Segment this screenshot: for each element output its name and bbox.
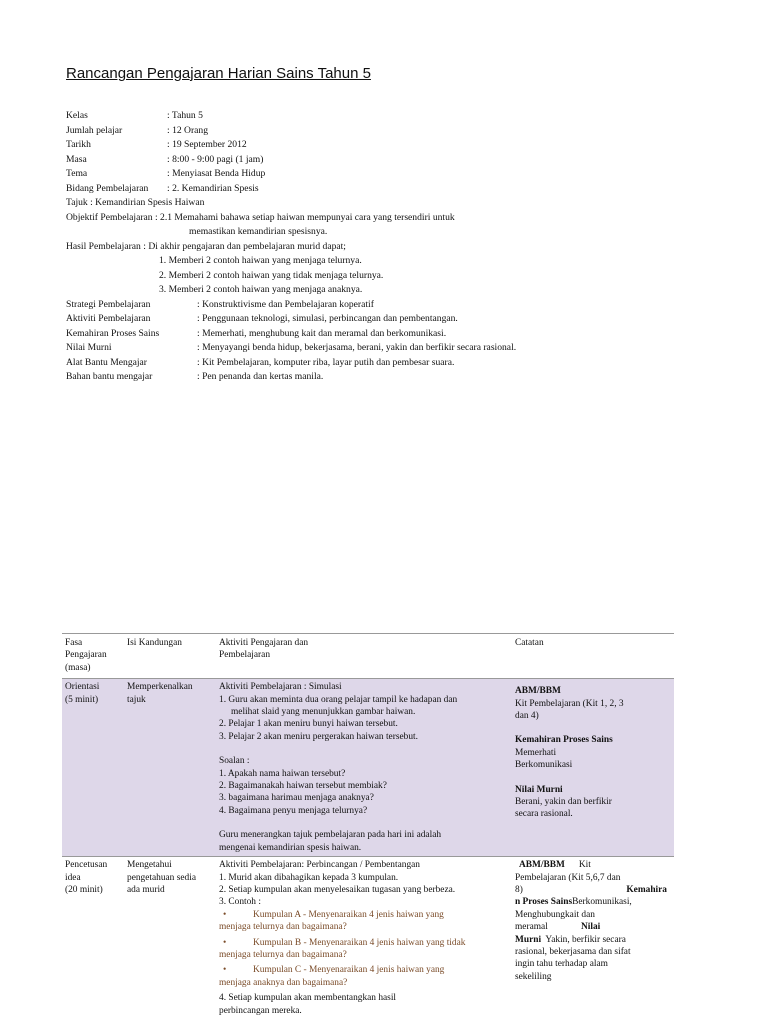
activity-step: 3. Contoh : <box>219 897 261 908</box>
bullet-item <box>219 964 509 976</box>
info-value: : Tahun 5 <box>167 110 203 121</box>
page-title: Rancangan Pengajaran Harian Sains Tahun 5 <box>66 65 371 82</box>
info-value: : Kit Pembelajaran, komputer riba, layar putih dan pembesar suara. <box>197 356 455 368</box>
note-text: Memerhati <box>515 747 557 758</box>
list-item: 1. Memberi 2 contoh haiwan yang menjaga telurnya. <box>159 255 362 266</box>
info-value: : Penggunaan teknologi, simulasi, perbincangan dan pembentangan. <box>197 313 458 324</box>
info-value: : 12 Orang <box>167 124 209 136</box>
cell-text: pengetahuan sedia <box>127 872 196 883</box>
table-row <box>62 857 674 1019</box>
note-text: Pembelajaran (Kit 5,6,7 dan <box>515 872 621 883</box>
list-item: 2. Memberi 2 contoh haiwan yang tidak menjaga telurnya. <box>159 269 384 281</box>
soalan-label: Soalan : <box>219 756 250 767</box>
table-row <box>62 679 674 857</box>
info-label: Kemahiran Proses Sains <box>66 327 160 339</box>
note-heading: ABM/BBM <box>519 860 565 871</box>
info-text: Objektif Pembelajaran : 2.1 Memahami bahawa setiap haiwan mempunyai cara yang tersendiri untuk <box>66 211 455 223</box>
activity-step: 1. Murid akan dibahagikan kepada 3 kumpulan. <box>219 872 399 883</box>
info-label: Strategi Pembelajaran <box>66 298 151 310</box>
info-label: Alat Bantu Mengajar <box>66 356 147 368</box>
header-text: Isi Kandungan <box>127 638 182 648</box>
cell-aktiviti <box>216 679 512 857</box>
info-label: Tarikh <box>66 139 91 150</box>
bullet-text: menjaga telurnya dan bagaimana? <box>219 949 347 960</box>
activity-heading: Aktiviti Pembelajaran: Perbincangan / Pembentangan <box>219 860 420 871</box>
info-label: Bidang Pembelajaran <box>66 182 149 194</box>
header-text: Pengajaran <box>65 650 107 661</box>
activity-step: melihat slaid yang menunjukkan gambar haiwan. <box>231 707 416 718</box>
cell-catatan <box>512 857 674 1019</box>
header-text: (masa) <box>65 662 91 673</box>
question: 3. bagaimana harimau menjaga anaknya? <box>219 793 374 804</box>
note-text: secara rasional. <box>515 809 573 820</box>
note-heading: Murni <box>515 934 542 945</box>
cell-text: Orientasi <box>65 682 100 693</box>
info-value: : Menyayangi benda hidup, bekerjasama, berani, yakin dan berfikir secara rasional. <box>197 342 517 353</box>
header-text: Catatan <box>515 638 544 648</box>
cell-fasa <box>62 857 124 1019</box>
question: 4. Bagaimana penyu menjaga telurnya? <box>219 805 368 816</box>
closing-text: mengenai kemandirian spesis haiwan. <box>219 842 362 853</box>
note-text: Kit <box>564 860 591 871</box>
info-value: : 8:00 - 9:00 pagi (1 jam) <box>167 153 264 165</box>
info-text: Tajuk : Kemandirian Spesis Haiwan <box>66 197 205 208</box>
info-label: Aktiviti Pembelajaran <box>66 313 151 324</box>
bullet-text: Kumpulan A - Menyenaraikan 4 jenis haiwan yang <box>253 909 444 920</box>
cell-text: Pencetusan <box>65 860 108 871</box>
note-text: Kit Pembelajaran (Kit 1, 2, 3 <box>515 698 624 709</box>
note-heading: Kemahira <box>626 884 667 895</box>
note-heading: Nilai <box>581 922 601 933</box>
info-text: memastikan kemandirian spesisnya. <box>189 226 328 237</box>
note-text: 8) <box>515 884 523 895</box>
cell-text: tajuk <box>127 694 146 705</box>
note-text: meramal <box>515 922 548 933</box>
note-heading: Kemahiran Proses Sains <box>515 735 613 746</box>
activity-heading: Aktiviti Pembelajaran : Simulasi <box>219 682 342 693</box>
closing-text: perbincangan mereka. <box>219 1005 302 1016</box>
info-label: Jumlah pelajar <box>66 124 123 136</box>
header-text: Aktiviti Pengajaran dan <box>219 638 309 648</box>
activity-step: 3. Pelajar 2 akan meniru pergerakan haiwan tersebut. <box>219 731 418 742</box>
note-text: ingin tahu terhadap alam <box>515 959 608 970</box>
bullet-dot-icon: • <box>223 965 227 976</box>
header-isi <box>124 634 216 679</box>
list-item: 3. Memberi 2 contoh haiwan yang menjaga anaknya. <box>159 284 363 295</box>
info-label: Kelas <box>66 110 88 121</box>
cell-text: (5 minit) <box>65 694 99 705</box>
activity-step: 2. Pelajar 1 akan meniru bunyi haiwan tersebut. <box>219 719 398 730</box>
info-label: Nilai Murni <box>66 342 112 353</box>
info-value: : Menyiasat Benda Hidup <box>167 168 266 179</box>
cell-isi <box>124 857 216 1019</box>
closing-text: Guru menerangkan tajuk pembelajaran pada hari ini adalah <box>219 830 442 841</box>
activity-step: 2. Setiap kumpulan akan menyelesaikan tugasan yang berbeza. <box>219 884 456 895</box>
bullet-text: menjaga anaknya dan bagaimana? <box>219 977 348 988</box>
info-value: : Memerhati, menghubung kait dan meramal dan berkomunikasi. <box>197 327 447 339</box>
question: 2. Bagaimanakah haiwan tersebut membiak? <box>219 781 387 792</box>
info-value: : 2. Kemandirian Spesis <box>167 182 259 194</box>
header-fasa <box>62 634 124 679</box>
note-heading: Nilai Murni <box>515 784 563 795</box>
cell-text: Mengetahui <box>127 860 172 871</box>
cell-aktiviti <box>216 857 512 1019</box>
note-heading: ABM/BBM <box>515 686 561 697</box>
header-catatan <box>512 634 674 679</box>
bullet-text: menjaga telurnya dan bagaimana? <box>219 922 347 933</box>
bullet-item <box>219 909 509 921</box>
bullet-text: Kumpulan B - Menyenaraikan 4 jenis haiwan yang tidak <box>253 937 466 948</box>
cell-text: Memperkenalkan <box>127 682 193 693</box>
info-value: : Pen penanda dan kertas manila. <box>197 371 324 382</box>
cell-text: idea <box>65 872 81 883</box>
info-text: Hasil Pembelajaran : Di akhir pengajaran dan pembelajaran murid dapat; <box>66 240 346 252</box>
info-label: Tema <box>66 168 88 179</box>
info-value: : 19 September 2012 <box>167 139 247 150</box>
cell-text: ada murid <box>127 884 165 895</box>
note-text: sekeliling <box>515 971 552 982</box>
cell-isi <box>124 679 216 857</box>
cell-fasa <box>62 679 124 857</box>
cell-catatan <box>512 679 674 857</box>
note-text: Berani, yakin dan berfikir <box>515 797 612 808</box>
bullet-dot-icon: • <box>223 937 227 948</box>
info-label: Bahan bantu mengajar <box>66 371 153 382</box>
info-value: : Konstruktivisme dan Pembelajaran koperatif <box>197 298 374 310</box>
question: 1. Apakah nama haiwan tersebut? <box>219 768 346 779</box>
info-label: Masa <box>66 153 87 165</box>
cell-text: (20 minit) <box>65 884 103 895</box>
note-text: Berkomunikasi, <box>572 897 632 908</box>
activity-step: 1. Guru akan meminta dua orang pelajar tampil ke hadapan dan <box>219 694 458 705</box>
closing-text: 4. Setiap kumpulan akan membentangkan hasil <box>219 993 397 1004</box>
note-heading: n Proses Sains <box>515 897 573 908</box>
header-text: Pembelajaran <box>219 650 271 661</box>
table-header-row <box>62 634 674 679</box>
note-text: Menghubungkait dan <box>515 909 595 920</box>
note-text: dan 4) <box>515 711 539 722</box>
lesson-plan-table <box>62 633 674 1019</box>
bullet-item <box>219 937 509 949</box>
note-text: Berkomunikasi <box>515 760 573 771</box>
note-text: rasional, bekerjasama dan sifat <box>515 946 631 957</box>
note-text: Yakin, berfikir secara <box>541 934 626 945</box>
header-text: Fasa <box>65 638 83 648</box>
bullet-text: Kumpulan C - Menyenaraikan 4 jenis haiwan yang <box>253 965 445 976</box>
bullet-dot-icon: • <box>223 909 227 920</box>
header-aktiviti <box>216 634 512 679</box>
